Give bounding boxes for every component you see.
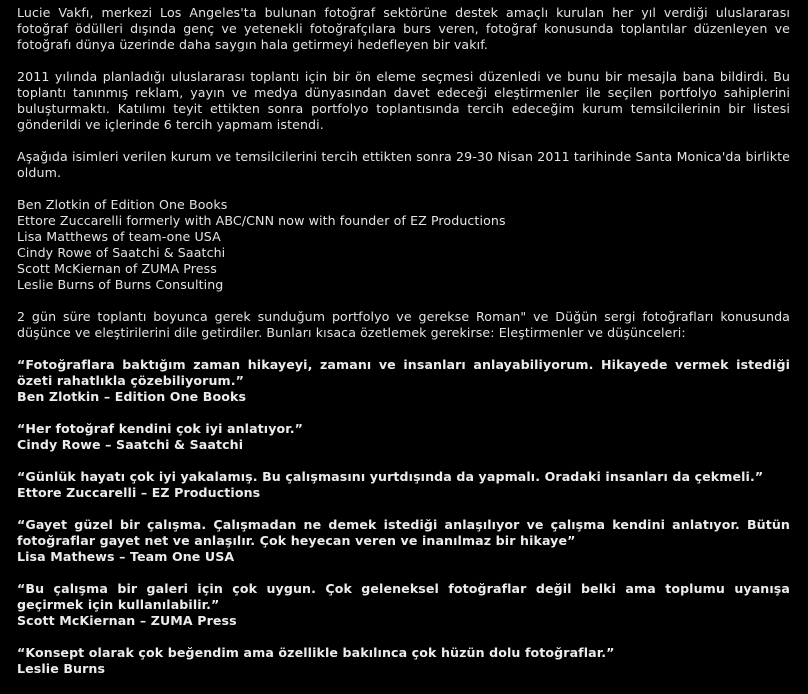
representatives-list (17, 197, 790, 293)
critic-quote (17, 645, 790, 677)
list-item: Scott McKiernan of ZUMA Press (17, 261, 217, 276)
intro-paragraph-foundation: Lucie Vakfı, merkezi Los Angeles'ta bulunan fotoğraf sektörüne destek amaçlı kurulan her yıl verdiği uluslararası fotoğraf ödülleri dışında genç ve yetenekli fotoğrafçılara burs veren, fotoğraf konusunda toplantılar düzenleyen ve fotoğrafı dünya üzerinde daha saygın hala getirmeyi hedefleyen bir vakıf. (17, 5, 790, 52)
critic-quote (17, 581, 790, 629)
quote-text: “Bu çalışma bir galeri için çok uygun. Çok geleneksel fotoğraflar değil belki ama toplumu uyanışa geçirmek için kullanılabilir.” (17, 581, 790, 612)
summary-paragraph: 2 gün süre toplantı boyunca gerek sunduğum portfolyo ve gerekse Roman" ve Düğün sergi fotoğrafları konusunda düşünce ve eleştirilerini dile getirdiler. Bunları kısaca özetlemek gerekirse: Eleştirmenler ve düşünceleri: (17, 309, 790, 340)
quote-author: Leslie Burns (17, 661, 106, 676)
quote-text: “Gayet güzel bir çalışma. Çalışmadan ne demek istediği anlaşılıyor ve çalışma kendini anlatıyor. Bütün fotoğraflar gayet net ve anlaşılır. Çok heyecan veren ve inanılmaz bir hikaye” (17, 517, 790, 548)
quote-author: Ben Zlotkin – Edition One Books (17, 389, 247, 404)
quote-text: “Günlük hayatı çok iyi yakalamış. Bu çalışmasını yurtdışında da yapmalı. Oradaki insanları da çekmeli.” (17, 469, 764, 484)
list-item: Lisa Matthews of team-one USA (17, 229, 221, 244)
list-item: Ben Zlotkin of Edition One Books (17, 197, 228, 212)
intro-paragraph-meeting: Aşağıda isimleri verilen kurum ve temsilcilerini tercih ettikten sonra 29-30 Nisan 2011 tarihinde Santa Monica'da birlikte oldum. (17, 149, 790, 180)
list-item: Ettore Zuccarelli formerly with ABC/CNN now with founder of EZ Productions (17, 213, 506, 228)
critic-quote (17, 357, 790, 405)
quote-author: Scott McKiernan – ZUMA Press (17, 613, 237, 628)
quote-author: Lisa Mathews – Team One USA (17, 549, 235, 564)
critic-quote (17, 517, 790, 565)
list-item: Leslie Burns of Burns Consulting (17, 277, 224, 292)
quote-text: “Fotoğraflara baktığım zaman hikayeyi, zamanı ve insanları anlayabiliyorum. Hikayede vermek istediği özeti rahatlıkla çözebiliyorum.” (17, 357, 790, 388)
list-item: Cindy Rowe of Saatchi & Saatchi (17, 245, 226, 260)
quote-author: Cindy Rowe – Saatchi & Saatchi (17, 437, 244, 452)
intro-paragraph-invitation: 2011 yılında planladığı uluslararası toplantı için bir ön eleme seçmesi düzenledi ve bunu bir mesajla bana bildirdi. Bu toplantı tanınmış reklam, yayın ve medya dünyasından davet edeceği eleştirmenler ile seçilen portfolyo sahiplerini buluşturmaktı. Katılımı teyit ettikten sonra portfolyo toplantısında tercih edeceğim kurum temsilcilerinin bir listesi gönderildi ve içlerinde 6 tercih yapmam istendi. (17, 69, 790, 132)
quote-text: “Konsept olarak çok beğendim ama özellikle bakılınca çok hüzün dolu fotoğraflar.” (17, 645, 615, 660)
quote-author: Ettore Zuccarelli – EZ Productions (17, 485, 261, 500)
critic-quote (17, 469, 790, 501)
critic-quote (17, 421, 790, 453)
quote-text: “Her fotoğraf kendini çok iyi anlatıyor.” (17, 421, 304, 436)
